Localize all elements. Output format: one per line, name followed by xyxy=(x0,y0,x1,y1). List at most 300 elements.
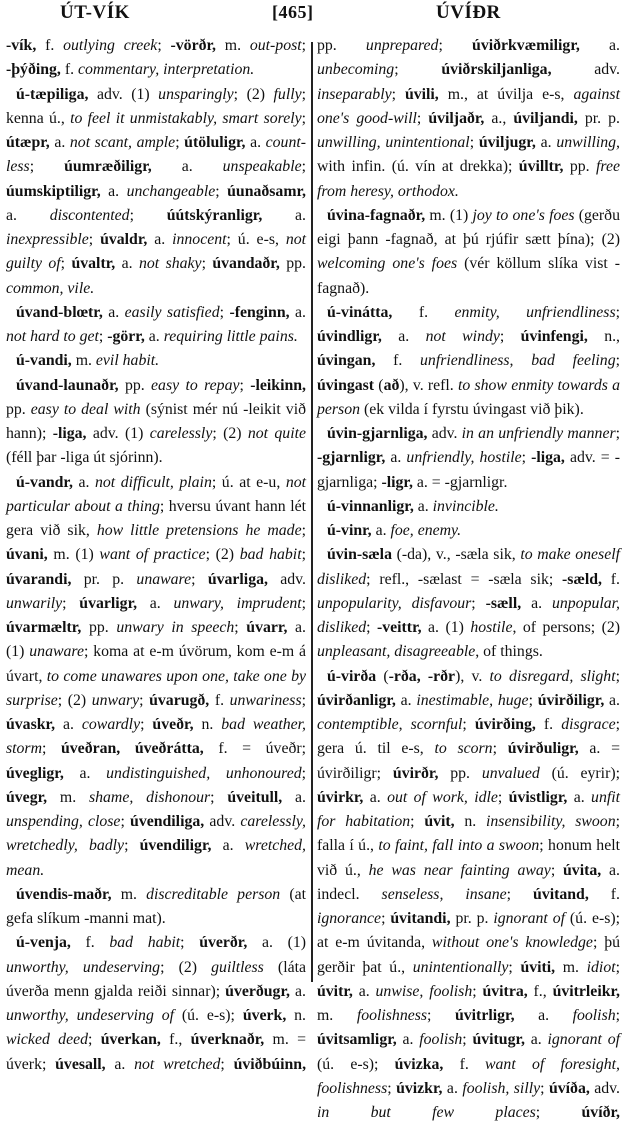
entry-text: ; xyxy=(234,619,246,636)
entry-text: ; xyxy=(366,619,377,636)
headword: -görr, xyxy=(107,328,145,345)
entry-text: ), v. refl. xyxy=(399,377,458,394)
definition: how little pretensions he made xyxy=(97,522,302,539)
headword: úvendiligr, xyxy=(140,837,212,854)
entry-text: adv. (1) xyxy=(88,86,158,103)
headword: úvand-launaðr, xyxy=(16,377,119,394)
definition: easy to deal with xyxy=(31,401,141,418)
definition: not scant, ample xyxy=(70,134,175,151)
entry-text: ; (2) xyxy=(160,959,211,976)
definition: not difficult, plain xyxy=(95,474,212,491)
entry-text: a. xyxy=(580,37,620,54)
definition: easily satisfied xyxy=(125,304,220,321)
entry-text: , of persons; (2) xyxy=(512,619,620,636)
definition: innocent xyxy=(172,231,226,248)
headword: -sæll, xyxy=(486,595,522,612)
headword: úvaltr, xyxy=(71,255,115,272)
headword: -fenginn, xyxy=(229,304,289,321)
headword: úviðbúinn, xyxy=(234,1056,306,1073)
entry-text: ; xyxy=(61,255,72,272)
headword: úumskiptiligr, xyxy=(6,183,101,200)
definition: unworthy, undeserving xyxy=(6,959,160,976)
entry-text: ; xyxy=(387,1080,396,1097)
definition: unwary, imprudent xyxy=(173,595,301,612)
entry-text: ; xyxy=(302,37,306,54)
dictionary-entry xyxy=(317,422,620,495)
headword: úvitrligr, xyxy=(455,1007,515,1024)
headword: úvirkr, xyxy=(317,789,363,806)
entry-text: a. xyxy=(515,1007,573,1024)
entry-text: ; xyxy=(302,765,306,782)
dictionary-entry xyxy=(6,349,306,373)
entry-text: ; xyxy=(616,352,620,369)
entry-text: a. (1) xyxy=(422,619,471,636)
entry-text: (ú. e-s); at e-m úvitanda, xyxy=(317,910,620,951)
definition: not wretched xyxy=(134,1056,220,1073)
entry-text: f. xyxy=(443,1056,485,1073)
entry-text: ; xyxy=(120,813,130,830)
definition: unbecoming xyxy=(317,61,394,78)
entry-text: a. xyxy=(145,328,164,345)
entry-text: f. xyxy=(375,352,420,369)
headword: úvizkr, xyxy=(396,1080,442,1097)
entry-text: ; xyxy=(302,522,306,539)
headword: úvirðiligr, xyxy=(538,692,605,709)
headword: ú-vandi, xyxy=(16,352,72,369)
entry-text: adv. (1) xyxy=(87,425,150,442)
entry-text: a. xyxy=(211,837,244,854)
entry-text: a. xyxy=(55,716,82,733)
entry-text: a., xyxy=(484,110,513,127)
headword: úútskýranligr, xyxy=(167,207,263,224)
entry-text: ; xyxy=(462,716,474,733)
entry-text: ; xyxy=(616,425,620,442)
entry-text: ; xyxy=(410,813,424,830)
headword: -ligr, xyxy=(381,474,412,491)
entry-text: ; (2) xyxy=(234,86,274,103)
headword: úvaldr, xyxy=(100,231,147,248)
definition: unintentionally xyxy=(413,959,509,976)
entry-text: ; gera ú. til e-s, xyxy=(317,716,620,757)
headword: úvitra, xyxy=(482,983,527,1000)
entry-text: a. xyxy=(567,789,591,806)
entry-text: ; xyxy=(507,886,533,903)
entry-text: a. xyxy=(397,1031,420,1048)
entry-text: with infin. (ú. vín at drekka); xyxy=(317,158,519,175)
headword: -vörðr, xyxy=(171,37,216,54)
definition: requiring little pains. xyxy=(164,328,298,345)
entry-text: ; xyxy=(394,61,441,78)
definition: to disregard, slight xyxy=(490,668,616,685)
entry-text: a. xyxy=(106,1056,135,1073)
definition: in but few places xyxy=(317,1104,536,1121)
entry-text: ; xyxy=(220,304,230,321)
entry-text: (gerðu eigi þann -fagnað, at þú rjúfir sætt þína); (2) xyxy=(317,207,620,248)
dictionary-entry xyxy=(317,301,620,422)
dictionary-entry xyxy=(317,495,620,519)
definition: commentary, interpretation. xyxy=(78,61,254,78)
definition: not particular about a thing xyxy=(6,474,306,515)
headword: úvarr, xyxy=(246,619,287,636)
definition: unwariness xyxy=(230,692,302,709)
entry-text: a. xyxy=(103,304,125,321)
headword: -vík, xyxy=(6,37,36,54)
definition: unspending, close xyxy=(6,813,120,830)
definition: free from heresy, orthodox. xyxy=(317,158,620,199)
headword: úviljandi, xyxy=(513,110,578,127)
entry-text: ; xyxy=(124,837,140,854)
definition: unworthy, undeserving of xyxy=(6,1007,174,1024)
definition: countless xyxy=(6,134,306,175)
entry-text: a. xyxy=(115,255,139,272)
headword: úviljaðr, xyxy=(428,110,484,127)
entry-text: n. xyxy=(286,1007,306,1024)
headword: úvindligr, xyxy=(317,328,382,345)
entry-text: ; xyxy=(139,692,149,709)
entry-text: ; xyxy=(381,910,390,927)
definition: unwary xyxy=(92,692,139,709)
entry-text: ; xyxy=(215,183,227,200)
entry-text: pp. xyxy=(280,255,306,272)
entry-text: (féll þar -liga út sjórinn). xyxy=(6,449,163,466)
entry-text: f. xyxy=(209,692,229,709)
entry-text: ; (2) xyxy=(58,692,92,709)
definition: unaware xyxy=(29,643,84,660)
headword: úvendis-maðr, xyxy=(16,886,112,903)
entry-text: a. xyxy=(363,789,387,806)
headword: úvitr, xyxy=(317,983,353,1000)
headword: úviðrskiljanliga, xyxy=(441,61,551,78)
entry-text: ; xyxy=(471,595,485,612)
headword: -sæld, xyxy=(562,571,602,588)
definition: inseparably xyxy=(317,86,392,103)
entry-text: ; xyxy=(551,862,563,879)
headword: úvirðuligr, xyxy=(508,740,579,757)
headword: úvizka, xyxy=(395,1056,444,1073)
entry-text: ; xyxy=(302,546,306,563)
definition: discontented xyxy=(50,207,130,224)
definition: unpopular, disliked xyxy=(317,595,620,636)
headword: úvin-gjarnliga, xyxy=(327,425,428,442)
definition: unspeakable xyxy=(223,158,302,175)
entry-text: f. xyxy=(536,716,561,733)
definition: outlying creek xyxy=(63,37,157,54)
definition: inexpressible xyxy=(6,231,89,248)
dictionary-entry xyxy=(317,519,620,543)
definition: unfit for habitation xyxy=(317,789,620,830)
entry-text: ; xyxy=(392,86,405,103)
headword: úvaskr, xyxy=(6,716,55,733)
entry-text: ; falla í ú., xyxy=(317,813,620,854)
definition: unwary in speech xyxy=(116,619,234,636)
dictionary-entry xyxy=(6,83,306,301)
headword: úvirðr, xyxy=(393,765,439,782)
entry-text: m. xyxy=(47,789,89,806)
definition: ignorance xyxy=(317,910,381,927)
definition: joy to one's foes xyxy=(473,207,575,224)
entry-text: ; xyxy=(616,668,620,685)
definition: cowardly xyxy=(82,716,140,733)
headword: ú-vinátta, xyxy=(327,304,392,321)
definition: bad habit xyxy=(109,934,180,951)
entry-text: f. xyxy=(36,37,63,54)
headword: úvitugr, xyxy=(472,1031,525,1048)
entry-text: f., xyxy=(528,983,553,1000)
entry-text: m. (1) xyxy=(48,546,100,563)
entry-text: f. xyxy=(71,934,110,951)
entry-text: a. (1) xyxy=(6,619,306,660)
entry-text: ; xyxy=(616,1007,620,1024)
entry-text: ; xyxy=(493,740,508,757)
entry-text: ; honum helt við ú., xyxy=(317,837,620,878)
headword: úveðran, úveðrátta, xyxy=(61,740,204,757)
dictionary-entry xyxy=(317,34,620,204)
entry-text: ; xyxy=(302,110,306,127)
definition: discreditable person xyxy=(146,886,280,903)
entry-text: a. xyxy=(147,231,172,248)
headword: ú-venja, xyxy=(16,934,71,951)
definition: easy to repay xyxy=(151,377,239,394)
entry-text: ; (2) xyxy=(212,425,248,442)
headword: úveðr, xyxy=(152,716,193,733)
definition: bad habit xyxy=(240,546,302,563)
dictionary-entry xyxy=(317,204,620,301)
definition: fully xyxy=(274,86,302,103)
entry-text: ; xyxy=(302,158,306,175)
entry-text: ; xyxy=(191,571,208,588)
entry-text: adv. xyxy=(428,425,462,442)
entry-text: pp. xyxy=(438,765,481,782)
headword: útöluligr, xyxy=(184,134,245,151)
definition: not windy xyxy=(426,328,500,345)
definition: to make oneself disliked xyxy=(317,546,620,587)
entry-text: (-da), v., -sæla sik, xyxy=(392,546,520,563)
entry-text: a. xyxy=(6,207,50,224)
headword: úvíða, xyxy=(549,1080,590,1097)
entry-text: m., at úvilja e-s, xyxy=(439,86,574,103)
entry-text: ; xyxy=(240,377,251,394)
entry-text: (láta úverða menn gjalda reiði sinnar); xyxy=(6,959,306,1000)
definition: unpleasant, disagreeable xyxy=(317,643,475,660)
definition: he was near fainting away xyxy=(369,862,551,879)
entry-text: adv. xyxy=(268,571,306,588)
headword: ú-vinnanligr, xyxy=(327,498,414,515)
definition: shame, dishonour xyxy=(89,789,210,806)
definition: unfriendly, hostile xyxy=(406,449,521,466)
entry-text: (ú. e-s); xyxy=(317,1056,395,1073)
entry-text: ; xyxy=(500,328,521,345)
entry-text: a. xyxy=(245,134,265,151)
headword: úvarmæltr, xyxy=(6,619,81,636)
headword: útæpr, xyxy=(6,134,50,151)
definition: senseless, insane xyxy=(382,886,507,903)
entry-text: m. xyxy=(112,886,147,903)
entry-text: a. xyxy=(604,692,620,709)
definition: not hard to get xyxy=(6,328,99,345)
entry-text: ; xyxy=(302,692,306,709)
entry-text: a. xyxy=(525,1031,548,1048)
headword: úvistligr, xyxy=(509,789,568,806)
entry-text: a. xyxy=(262,207,306,224)
entry-text: ( xyxy=(376,668,388,685)
entry-text: ; xyxy=(522,449,531,466)
entry-text: a. xyxy=(385,449,406,466)
entry-text: a. xyxy=(521,595,552,612)
headword: úverkan, xyxy=(101,1031,161,1048)
definition: foe, enemy. xyxy=(391,522,462,539)
headword: úvin-sæla xyxy=(327,546,392,563)
definition: against one's good-will xyxy=(317,86,620,127)
entry-text: a. xyxy=(382,328,426,345)
entry-text: a. xyxy=(50,134,70,151)
entry-text: f. xyxy=(392,304,454,321)
definition: unwise, foolish xyxy=(376,983,473,1000)
dictionary-entry xyxy=(317,665,620,1125)
entry-text: pp. xyxy=(6,401,31,418)
definition: wicked deed xyxy=(6,1031,88,1048)
entry-text: ; xyxy=(508,959,520,976)
definition: to faint, fall into a swoon xyxy=(378,837,539,854)
definition: unwarily xyxy=(6,595,62,612)
headword: úviðrkvæmiligr, xyxy=(472,37,580,54)
definition: out-post xyxy=(250,37,302,54)
entry-text: m. xyxy=(317,1007,357,1024)
entry-text: ; xyxy=(536,1104,582,1121)
entry-text: ; xyxy=(99,328,107,345)
entry-text: a. xyxy=(353,983,376,1000)
definition: unvalued xyxy=(482,765,540,782)
headword: ú-virða xyxy=(327,668,376,685)
entry-text: (ú. eyrir); xyxy=(540,765,620,782)
entry-text: ; xyxy=(42,740,61,757)
headword: úvarligr, xyxy=(79,595,137,612)
entry-text: a. xyxy=(396,692,416,709)
headword: -veittr, xyxy=(377,619,422,636)
left-column xyxy=(6,34,306,1077)
entry-text: ; xyxy=(470,134,479,151)
entry-text: pp. xyxy=(119,377,151,394)
definition: want of foresight, foolishness xyxy=(317,1056,620,1097)
headword: úvirðanligr, xyxy=(317,692,396,709)
entry-text: ; xyxy=(616,959,620,976)
entry-text: n. xyxy=(455,813,486,830)
entry-text: a. xyxy=(290,983,306,1000)
entry-text: a. xyxy=(137,595,173,612)
dictionary-entry xyxy=(6,374,306,471)
definition: unwilling, xyxy=(556,134,620,151)
headword: úverknaðr, xyxy=(191,1031,265,1048)
headword: úvesall, xyxy=(55,1056,105,1073)
headword: úviljugr, xyxy=(479,134,536,151)
entry-text: ; xyxy=(210,789,227,806)
entry-text: a. xyxy=(282,789,306,806)
entry-text: a. xyxy=(152,158,223,175)
right-column xyxy=(317,34,620,1125)
definition: idiot xyxy=(587,959,616,976)
headword: úverðr, xyxy=(199,934,247,951)
definition: common, vile. xyxy=(6,280,94,297)
headword: úunaðsamr, xyxy=(227,183,306,200)
definition: invincible. xyxy=(433,498,499,515)
entry-text: a. xyxy=(442,1080,462,1097)
entry-text: pr. p. xyxy=(578,110,620,127)
entry-text: ( xyxy=(374,377,384,394)
entry-text: ; xyxy=(438,37,472,54)
headword: -þýðing, xyxy=(6,61,61,78)
headword: úvita, xyxy=(563,862,601,879)
definition: not quite xyxy=(248,425,306,442)
entry-text: a. xyxy=(536,134,557,151)
entry-text: ), v. xyxy=(455,668,489,685)
entry-text: ; þú gerðir þat ú., xyxy=(317,934,620,975)
entry-text: a. xyxy=(73,474,95,491)
dictionary-entry xyxy=(6,931,306,1077)
headword: úvina-fagnaðr, xyxy=(327,207,425,224)
entry-text: ; xyxy=(180,934,199,951)
headword: úvegr, xyxy=(6,789,47,806)
headword: úvitsamligr, xyxy=(317,1031,397,1048)
definition: foolish, silly xyxy=(462,1080,540,1097)
headword: -liga, xyxy=(531,449,565,466)
entry-text: adv. xyxy=(204,813,240,830)
entry-text: ; xyxy=(498,789,509,806)
entry-text: ; kenna ú., xyxy=(6,86,306,127)
headword: úumræðiligr, xyxy=(64,158,152,175)
entry-text: ; xyxy=(202,255,213,272)
definition: in an unfriendly manner xyxy=(462,425,616,442)
definition: ignorant of xyxy=(493,910,565,927)
entry-text: ; xyxy=(130,207,167,224)
entry-text: adv. xyxy=(552,61,620,78)
headword: úveitull, xyxy=(227,789,282,806)
definition: to show enmity towards a person xyxy=(317,377,620,418)
entry-text: m. xyxy=(72,352,96,369)
definition: insensibility, swoon xyxy=(486,813,616,830)
definition: guiltless xyxy=(211,959,264,976)
entry-text: ; koma at e-m úvörum, kom e-m á úvart, xyxy=(6,643,306,684)
entry-text: (vér köllum slíka vist -fagnað). xyxy=(317,255,620,296)
definition: unchangeable xyxy=(127,183,216,200)
running-head-right: ÚVÍÐR xyxy=(436,2,501,24)
headword: -rða, -rðr xyxy=(389,668,455,685)
entry-text: ; xyxy=(140,716,152,733)
entry-text: a. xyxy=(414,498,433,515)
definition: to come unawares upon one, take one by surprise xyxy=(6,668,306,709)
entry-text: a. xyxy=(290,304,306,321)
entry-text: m. xyxy=(555,959,587,976)
entry-text: a. = úvirðiligr; xyxy=(317,740,620,781)
entry-text: a. xyxy=(64,765,106,782)
entry-text: m. = úverk; xyxy=(6,1031,306,1072)
entry-text: f., xyxy=(161,1031,191,1048)
entry-text: a. = -gjarnligr. xyxy=(413,474,507,491)
definition: carelessly, wretchedly, badly xyxy=(6,813,306,854)
entry-text: n., xyxy=(588,328,620,345)
entry-text: pr. p. xyxy=(71,571,136,588)
entry-text: f. xyxy=(602,571,620,588)
headword: úvinfengi, xyxy=(521,328,588,345)
definition: not guilty of xyxy=(6,231,306,272)
headword: úvitrleikr, xyxy=(553,983,620,1000)
entry-text: , of things. xyxy=(475,643,543,660)
headword: úvarliga, xyxy=(208,571,268,588)
definition: not shaky xyxy=(139,255,202,272)
headword: úverðugr, xyxy=(225,983,290,1000)
definition: unsparingly xyxy=(158,86,233,103)
definition: foolish xyxy=(419,1031,462,1048)
entry-text: ; xyxy=(62,595,79,612)
headword: úvendiliga, xyxy=(130,813,204,830)
